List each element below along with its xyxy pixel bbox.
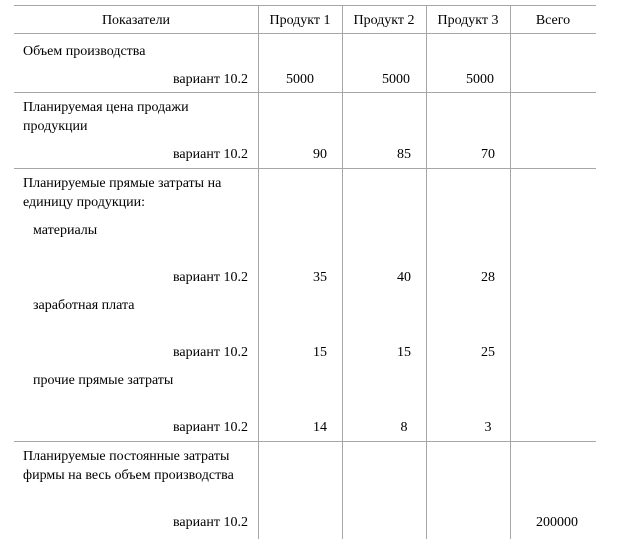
subrow-wages-product-1: 15 — [313, 345, 327, 360]
subrow-other-direct-variant: вариант 10.2 — [173, 420, 248, 435]
header-product-2: Продукт 2 — [353, 13, 415, 28]
row-fixed-costs-total: 200000 — [536, 515, 578, 530]
subrow-materials-product-3: 28 — [481, 270, 495, 285]
table-top-border — [14, 5, 596, 6]
row-volume-product-2: 5000 — [382, 72, 410, 87]
header-total: Всего — [535, 13, 571, 28]
subrow-materials-variant: вариант 10.2 — [173, 270, 248, 285]
subrow-other-direct-product-1: 14 — [313, 420, 327, 435]
row-volume-product-3: 5000 — [466, 72, 494, 87]
subrow-wages-product-3: 25 — [481, 345, 495, 360]
header-product-3: Продукт 3 — [437, 13, 499, 28]
subrow-materials-product-2: 40 — [397, 270, 411, 285]
header-product-1: Продукт 1 — [269, 13, 331, 28]
subrow-materials-product-1: 35 — [313, 270, 327, 285]
subrow-other-direct-product-3: 3 — [484, 420, 492, 435]
header-bottom-border — [14, 33, 596, 34]
row-fixed-costs-variant: вариант 10.2 — [173, 515, 248, 530]
row-volume-product-1: 5000 — [286, 72, 314, 87]
row-divider-2 — [14, 168, 596, 169]
row-fixed-costs-label-line-1: Планируемые постоянные затраты — [23, 449, 230, 464]
row-price-product-2: 85 — [397, 147, 411, 162]
row-divider-3 — [14, 441, 596, 442]
subrow-materials-label: материалы — [33, 223, 98, 238]
row-price-variant: вариант 10.2 — [173, 147, 248, 162]
header-indicators: Показатели — [101, 13, 171, 28]
row-direct-costs-label-line-1: Планируемые прямые затраты на — [23, 176, 222, 191]
row-volume-label: Объем производства — [23, 44, 146, 59]
subrow-wages-product-2: 15 — [397, 345, 411, 360]
row-price-product-3: 70 — [481, 147, 495, 162]
row-price-label-line-2: продукции — [23, 119, 88, 134]
row-direct-costs-label-line-2: единицу продукции: — [23, 195, 146, 210]
row-fixed-costs-label-line-2: фирмы на весь объем производства — [23, 468, 234, 483]
row-price-label-line-1: Планируемая цена продажи — [23, 100, 189, 115]
row-volume-variant: вариант 10.2 — [173, 72, 248, 87]
row-price-product-1: 90 — [313, 147, 327, 162]
subrow-other-direct-label: прочие прямые затраты — [33, 373, 174, 388]
subrow-wages-label: заработная плата — [33, 298, 135, 313]
row-divider-1 — [14, 92, 596, 93]
subrow-wages-variant: вариант 10.2 — [173, 345, 248, 360]
subrow-other-direct-product-2: 8 — [400, 420, 408, 435]
